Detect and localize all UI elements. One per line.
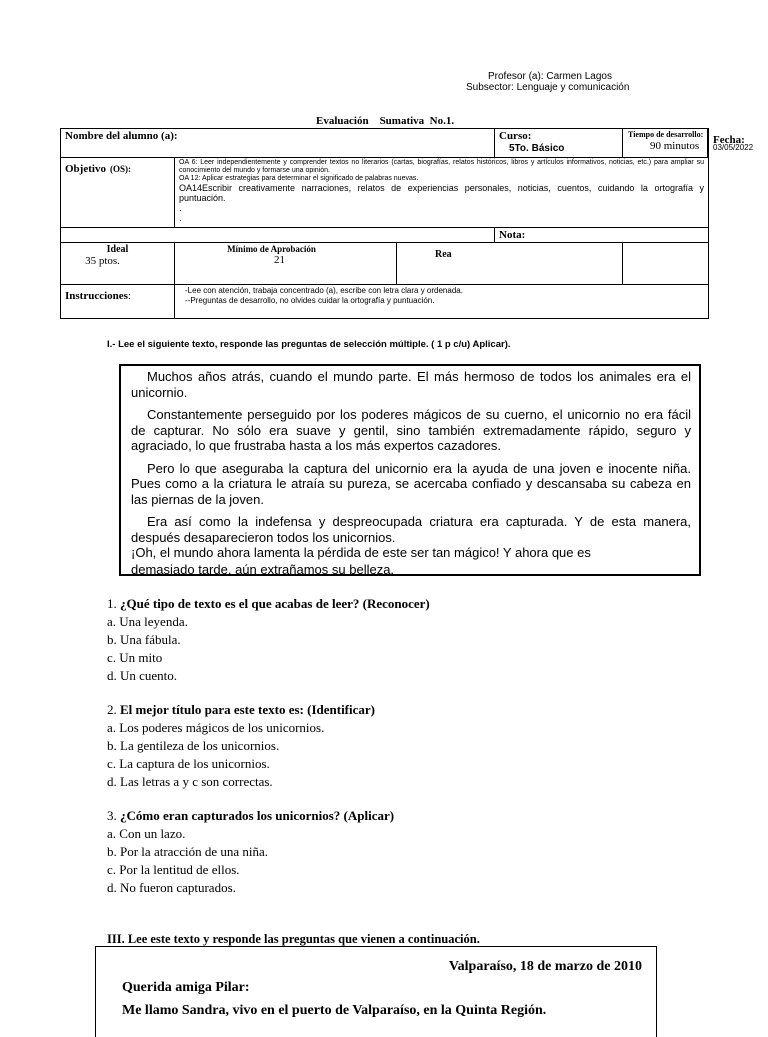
objective-label-cell — [61, 158, 175, 228]
rea-cell — [397, 243, 623, 285]
time-value: 90 minutos — [650, 140, 700, 152]
date-value: 03/05/2022 — [713, 143, 754, 152]
letter-date: Valparaíso, 18 de marzo de 2010 — [448, 959, 642, 974]
passage-paragraph-3: Pero lo que aseguraba la captura del unicornio era la ayuda de una joven e inocente niña. Pues como a la criatura le atraía su pureza, se acercaba confiado y descansaba su cabeza en las piernas de la joven. — [131, 460, 691, 507]
objective-dot-2: . — [179, 213, 182, 223]
letter-passage — [95, 946, 657, 1037]
objective-oa12: OA 12: Aplicar estrategias para determinar el significado de palabras nuevas. — [179, 175, 419, 182]
question-3-number: 3. — [107, 808, 120, 823]
teacher-label: Profesor (a): Carmen Lagos — [488, 71, 612, 82]
nota-spacer-cell — [61, 228, 495, 243]
ideal-value: 35 ptos. — [85, 255, 120, 267]
objectives-cell — [175, 158, 709, 228]
objective-oa6: OA 6: Leer independientemente y comprender textos no literarios (cartas, biografías, relatos históricos, libros y artículos informativos, noticias, etc.) para ampliar su conocimiento del mundo y formarse una opinión. — [179, 159, 704, 174]
course-cell — [495, 129, 623, 158]
letter-greeting: Querida amiga Pilar: — [122, 980, 250, 995]
question-1-option-a[interactable]: a. Una leyenda. — [107, 614, 188, 629]
question-2-option-c[interactable]: c. La captura de los unicornios. — [107, 756, 270, 771]
question-2-number: 2. — [107, 702, 120, 717]
minimum-cell — [175, 243, 397, 285]
question-2-option-a[interactable]: a. Los poderes mágicos de los unicornios. — [107, 720, 325, 735]
passage-paragraph-1: Muchos años atrás, cuando el mundo parte. El más hermoso de todos los animales era el unicornio. — [131, 369, 691, 400]
instruction-2: --Preguntas de desarrollo, no olvides cuidar la ortografía y puntuación. — [185, 296, 435, 305]
question-3-text: ¿Cómo eran capturados los unicornios? (Aplicar) — [120, 808, 395, 823]
score-blank-cell[interactable] — [623, 243, 709, 285]
instructions-label-cell — [61, 285, 175, 319]
instructions-cell — [175, 285, 709, 319]
section-3-title: III. Lee este texto y responde las preguntas que vienen a continuación. — [107, 932, 480, 946]
nota-label: Nota: — [499, 229, 526, 241]
question-2-option-d[interactable]: d. Las letras a y c son correctas. — [107, 774, 273, 789]
evaluation-title: Evaluación Sumativa No.1. — [316, 115, 455, 127]
question-3-option-b[interactable]: b. Por la atracción de una niña. — [107, 844, 268, 859]
reading-passage — [119, 364, 701, 576]
objective-oa14: OA14Escribir creativamente narraciones, relatos de experiencias personales, noticias, cuentos, cuidando la ortografía y puntuación. — [179, 183, 704, 203]
instructions-colon: : — [127, 291, 131, 302]
question-2-text: El mejor título para este texto es: (Identificar) — [120, 702, 375, 717]
passage-line-5b: demasiado tarde, aún extrañamos su belleza. — [131, 561, 395, 577]
letter-line-1: Me llamo Sandra, vivo en el puerto de Valparaíso, en la Quinta Región. — [122, 1003, 547, 1018]
evaluation-info-table — [60, 128, 754, 319]
time-label: Tiempo de desarrollo: — [628, 130, 704, 139]
question-1-text: ¿Qué tipo de texto es el que acabas de leer? (Reconocer) — [120, 596, 430, 611]
question-2 — [107, 702, 375, 792]
question-3-option-d[interactable]: d. No fueron capturados. — [107, 880, 236, 895]
course-value: 5To. Básico — [509, 143, 565, 154]
course-label: Curso: — [499, 130, 532, 142]
question-1-option-d[interactable]: d. Un cuento. — [107, 668, 178, 683]
question-1-option-b[interactable]: b. Una fábula. — [107, 632, 181, 647]
instruction-1: -Lee con atención, trabaja concentrado (a), escribe con letra clara y ordenada. — [185, 286, 463, 295]
minimum-label: Mínimo de Aprobación — [227, 244, 316, 254]
question-1-number: 1. — [107, 596, 120, 611]
passage-paragraph-2: Constantemente perseguido por los poderes mágicos de su cuerno, el unicornio no era fácil de capturar. No sólo era suave y gentil, sino también extremadamente rápido, seguro y agraciado, lo que frustraba hasta a los más expertos cazadores. — [131, 407, 691, 453]
question-3-option-a[interactable]: a. Con un lazo. — [107, 826, 186, 841]
date-label: Fecha: — [713, 134, 745, 146]
objective-label: Objetivo — [65, 163, 106, 175]
question-2-option-b[interactable]: b. La gentileza de los unicornios. — [107, 738, 280, 753]
objective-os: (OS): — [109, 164, 131, 174]
passage-line-5a: ¡Oh, el mundo ahora lamenta la pérdida de este ser tan mágico! Y ahora que es — [131, 545, 591, 560]
instructions-label: Instrucciones — [65, 290, 128, 302]
student-name-label: Nombre del alumno (a): — [65, 130, 178, 142]
objective-dot-1: . — [179, 203, 182, 213]
subsector-label: Subsector: Lenguaje y comunicación — [466, 82, 630, 93]
rea-label: Rea — [435, 249, 452, 260]
question-3-option-c[interactable]: c. Por la lentitud de ellos. — [107, 862, 240, 877]
student-name-cell[interactable] — [61, 129, 495, 158]
section-1-title: I.- Lee el siguiente texto, responde las preguntas de selección múltiple. ( 1 p c/u) Aplicar). — [107, 339, 511, 350]
question-1 — [107, 596, 430, 686]
minimum-value: 21 — [274, 254, 285, 266]
time-cell — [623, 129, 709, 158]
question-1-option-c[interactable]: c. Un mito — [107, 650, 163, 665]
nota-cell[interactable] — [495, 228, 709, 243]
passage-paragraph-4: Era así como la indefensa y despreocupada criatura era capturada. Y de esta manera, después desaparecieron todos los unicornios. — [131, 514, 691, 545]
question-3 — [107, 808, 394, 898]
ideal-label: Ideal — [106, 244, 129, 255]
